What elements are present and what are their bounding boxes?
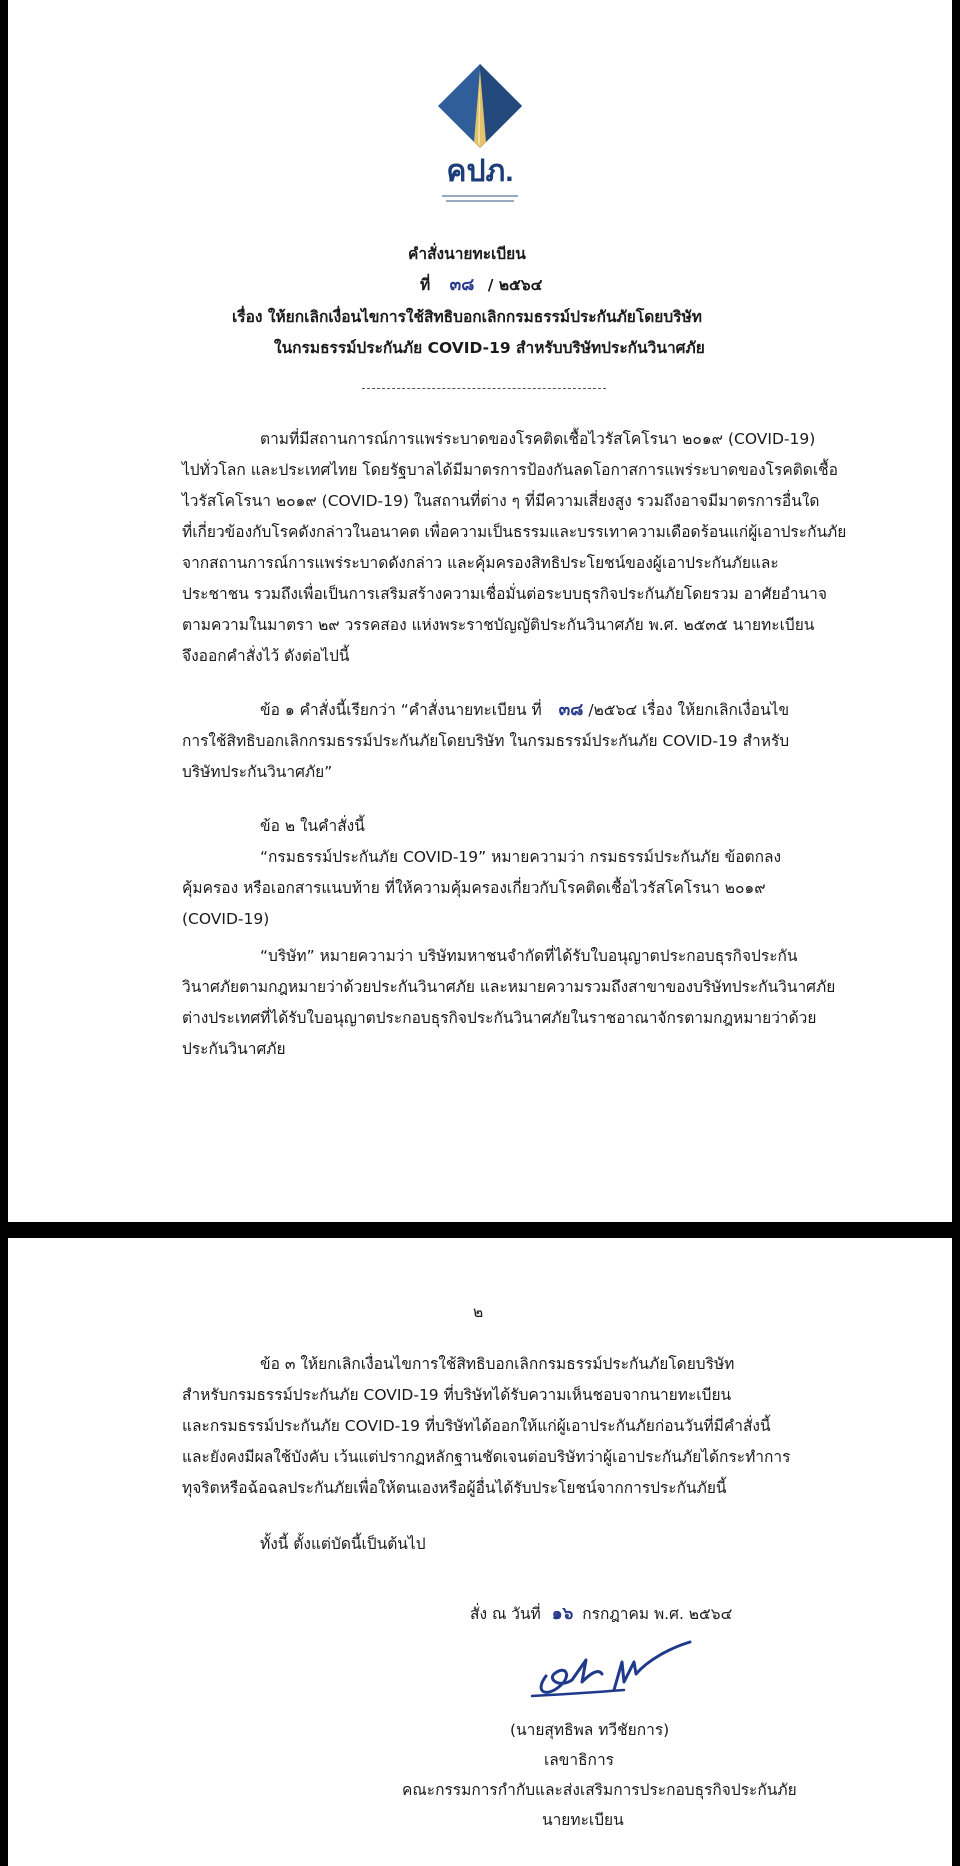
order-date-prefix: สั่ง ณ วันที่: [470, 1605, 541, 1623]
document-page-2: [8, 1238, 952, 1866]
clause-1-line-1: [260, 700, 789, 720]
preamble-line: ไวรัสโคโรนา ๒๐๑๙ (COVID-19) ในสถานที่ต่าง ๆ ที่มีความเสี่ยงสูง รวมถึงอาจมีมาตรการอื่นใด: [182, 492, 820, 510]
clause-1-number: ๓๘: [558, 700, 584, 720]
order-date-day: ๑๖: [551, 1604, 574, 1624]
order-number-value: ๓๘: [449, 275, 475, 295]
preamble-line: ตามที่มีสถานการณ์การแพร่ระบาดของโรคติดเชื้อไวรัสโคโรนา ๒๐๑๙ (COVID-19): [260, 430, 816, 448]
clause-3-line: ข้อ ๓ ให้ยกเลิกเงื่อนไขการใช้สิทธิบอกเลิกกรมธรรม์ประกันภัยโดยบริษัท: [260, 1355, 735, 1373]
clause-2-def1-line: คุ้มครอง หรือเอกสารแนบท้าย ที่ให้ความคุ้มครองเกี่ยวกับโรคติดเชื้อไวรัสโคโรนา ๒๐๑๙: [182, 879, 766, 897]
clause-2-def2-line: ต่างประเทศที่ได้รับใบอนุญาตประกอบธุรกิจประกันวินาศภัยในราชอาณาจักรตามกฎหมายว่าด้วย: [182, 1009, 817, 1027]
clause-2-def2-line: “บริษัท” หมายความว่า บริษัทมหาชนจำกัดที่ได้รับใบอนุญาตประกอบธุรกิจประกัน: [260, 947, 798, 965]
document-page-1: [8, 0, 952, 1222]
clause-3-line: ทุจริตหรือฉ้อฉลประกันภัยเพื่อให้ตนเองหรือผู้อื่นได้รับประโยชน์จากการประกันภัยนี้: [182, 1479, 727, 1497]
order-title: คำสั่งนายทะเบียน: [408, 245, 526, 263]
preamble-line: ประชาชน รวมถึงเพื่อเป็นการเสริมสร้างความเชื่อมั่นต่อระบบธุรกิจประกันภัยโดยรวม อาศัยอำนาจ: [182, 585, 827, 603]
clause-3-line: และยังคงมีผลใช้บังคับ เว้นแต่ปรากฏหลักฐานชัดเจนต่อบริษัทว่าผู้เอาประกันภัยได้กระทำการ: [182, 1448, 791, 1466]
order-date: [470, 1604, 732, 1624]
clause-3-line: และกรมธรรม์ประกันภัย COVID-19 ที่บริษัทได้ออกให้แก่ผู้เอาประกันภัยก่อนวันที่มีคำสั่งนี้: [182, 1417, 771, 1435]
clause-2-def2-line: วินาศภัยตามกฎหมายว่าด้วยประกันวินาศภัย และหมายความรวมถึงสาขาของบริษัทประกันวินาศภัย: [182, 978, 836, 996]
order-number-year: / ๒๕๖๔: [487, 276, 543, 294]
oic-logo: [422, 60, 538, 212]
signature: [528, 1634, 698, 1706]
preamble-line: ไปทั่วโลก และประเทศไทย โดยรัฐบาลได้มีมาตรการป้องกันลดโอกาสการแพร่ระบาดของโรคติดเชื้อ: [182, 461, 838, 479]
clause-2-def1-line: (COVID-19): [182, 910, 270, 928]
preamble-line: ตามความในมาตรา ๒๙ วรรคสอง แห่งพระราชบัญญัติประกันวินาศภัย พ.ศ. ๒๕๓๕ นายทะเบียน: [182, 616, 815, 634]
subject-line-2: ในกรมธรรม์ประกันภัย COVID-19 สำหรับบริษัทประกันวินาศภัย: [274, 339, 705, 357]
preamble-line: ที่เกี่ยวข้องกับโรคดังกล่าวในอนาคต เพื่อความเป็นธรรมและบรรเทาความเดือดร้อนแก่ผู้เอาประกันภัย: [182, 523, 847, 541]
signer-title: เลขาธิการ: [544, 1751, 614, 1769]
clause-1-text-b: /๒๕๖๔ เรื่อง ให้ยกเลิกเงื่อนไข: [588, 701, 790, 719]
order-date-rest: กรกฎาคม พ.ศ. ๒๕๖๔: [582, 1605, 733, 1623]
preamble-line: จึงออกคำสั่งไว้ ดังต่อไปนี้: [182, 647, 350, 665]
signer-name: (นายสุทธิพล ทวีชัยการ): [510, 1721, 670, 1739]
clause-1-text-a: ข้อ ๑ คำสั่งนี้เรียกว่า “คำสั่งนายทะเบียน ที่: [260, 701, 542, 719]
effective-statement: ทั้งนี้ ตั้งแต่บัดนี้เป็นต้นไป: [260, 1535, 426, 1553]
clause-3-line: สำหรับกรมธรรม์ประกันภัย COVID-19 ที่บริษัทได้รับความเห็นชอบจากนายทะเบียน: [182, 1386, 732, 1404]
logo-abbr: คปภ.: [446, 155, 514, 188]
signer-role: นายทะเบียน: [542, 1811, 624, 1829]
preamble-line: จากสถานการณ์การแพร่ระบาดดังกล่าว และคุ้มครองสิทธิประโยชน์ของผู้เอาประกันภัยและ: [182, 554, 779, 572]
clause-2-def2-line: ประกันวินาศภัย: [182, 1040, 286, 1058]
subject-line-1: เรื่อง ให้ยกเลิกเงื่อนไขการใช้สิทธิบอกเลิกกรมธรรม์ประกันภัยโดยบริษัท: [232, 308, 702, 326]
order-number: [420, 275, 542, 295]
clause-1-line-2: การใช้สิทธิบอกเลิกกรมธรรม์ประกันภัยโดยบริษัท ในกรมธรรม์ประกันภัย COVID-19 สำหรับ: [182, 732, 790, 750]
order-number-prefix: ที่: [420, 276, 431, 294]
clause-2-def1-line: “กรมธรรม์ประกันภัย COVID-19” หมายความว่า กรมธรรม์ประกันภัย ข้อตกลง: [260, 848, 782, 866]
clause-2-heading: ข้อ ๒ ในคำสั่งนี้: [260, 817, 365, 835]
header-divider: [362, 388, 606, 389]
page-number: ๒: [473, 1303, 484, 1321]
signer-organization: คณะกรรมการกำกับและส่งเสริมการประกอบธุรกิจประกันภัย: [402, 1781, 797, 1799]
clause-1-line-3: บริษัทประกันวินาศภัย”: [182, 763, 333, 781]
